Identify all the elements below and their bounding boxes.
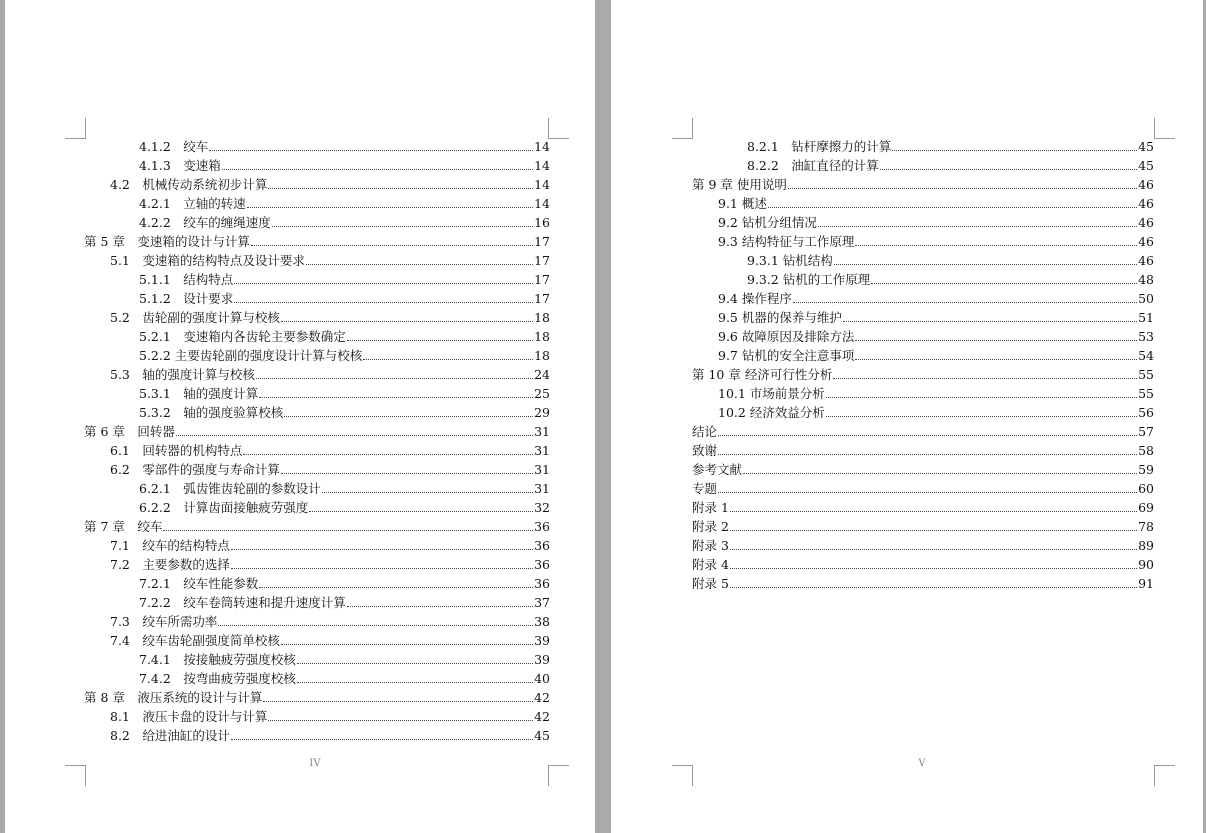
toc-entry-page: 32 xyxy=(534,500,550,515)
toc-entry-page: 31 xyxy=(534,424,550,439)
toc-entry-page: 16 xyxy=(534,215,550,230)
toc-entry-page: 45 xyxy=(1138,139,1154,154)
toc-entry-page: 36 xyxy=(534,576,550,591)
toc-dot-leader xyxy=(833,377,1137,379)
toc-dot-leader xyxy=(347,339,533,341)
toc-entry-title: 第 9 章 使用说明 xyxy=(692,177,787,192)
toc-entry-title: 7.2.2 绞车卷筒转速和提升速度计算 xyxy=(139,595,346,610)
toc-entry-title: 7.4 绞车齿轮副强度简单校核 xyxy=(110,633,280,648)
toc-entry-title: 附录 5 xyxy=(692,576,729,591)
toc-dot-leader xyxy=(281,320,533,322)
toc-entry-title: 7.3 绞车所需功率 xyxy=(110,614,218,629)
toc-dot-leader xyxy=(309,510,533,512)
toc-entry-page: 46 xyxy=(1138,253,1154,268)
toc-entry[interactable] xyxy=(84,175,550,194)
toc-dot-leader xyxy=(231,567,533,569)
toc-entry-title: 9.2 钻机分组情况 xyxy=(718,215,817,230)
toc-entry-title: 10.2 经济效益分析 xyxy=(718,405,825,420)
toc-entry[interactable] xyxy=(84,669,550,688)
toc-entry[interactable] xyxy=(84,479,550,498)
toc-entry[interactable] xyxy=(84,650,550,669)
toc-entry-title: 5.1.1 结构特点 xyxy=(139,272,234,287)
toc-entry-page: 46 xyxy=(1138,196,1154,211)
toc-entry[interactable] xyxy=(692,270,1154,289)
table-of-contents xyxy=(84,137,550,745)
toc-entry-page: 18 xyxy=(534,329,550,344)
toc-entry-title: 4.2 机械传动系统初步计算 xyxy=(110,177,268,192)
toc-entry-page: 50 xyxy=(1138,291,1154,306)
toc-entry-title: 9.4 操作程序 xyxy=(718,291,792,306)
toc-entry[interactable] xyxy=(84,498,550,517)
toc-entry[interactable] xyxy=(84,555,550,574)
toc-dot-leader xyxy=(263,700,533,702)
toc-dot-leader xyxy=(163,529,533,531)
toc-dot-leader xyxy=(322,491,533,493)
toc-entry-title: 7.4.2 按弯曲疲劳强度校核 xyxy=(139,671,296,686)
toc-dot-leader xyxy=(284,415,533,417)
toc-dot-leader xyxy=(730,586,1137,588)
toc-entry-page: 39 xyxy=(534,652,550,667)
toc-entry-title: 5.1.2 设计要求 xyxy=(139,291,234,306)
toc-entry-page: 14 xyxy=(534,177,550,192)
toc-dot-leader xyxy=(718,453,1137,455)
toc-entry-page: 42 xyxy=(534,709,550,724)
toc-entry[interactable] xyxy=(84,270,550,289)
toc-entry[interactable] xyxy=(692,175,1154,194)
toc-entry-title: 专题 xyxy=(692,481,718,496)
toc-dot-leader xyxy=(730,567,1137,569)
toc-entry-title: 第 7 章 绞车 xyxy=(84,519,163,534)
toc-entry-title: 7.4.1 按接触疲劳强度校核 xyxy=(139,652,296,667)
toc-entry-page: 55 xyxy=(1138,386,1154,401)
toc-entry[interactable] xyxy=(84,194,550,213)
toc-dot-leader xyxy=(730,548,1137,550)
toc-dot-leader xyxy=(855,358,1137,360)
toc-entry-page: 39 xyxy=(534,633,550,648)
toc-entry-page: 55 xyxy=(1138,367,1154,382)
toc-dot-leader xyxy=(871,282,1137,284)
toc-entry-page: 56 xyxy=(1138,405,1154,420)
toc-entry[interactable] xyxy=(692,403,1154,422)
toc-entry[interactable] xyxy=(692,498,1154,517)
toc-dot-leader xyxy=(855,339,1137,341)
toc-entry-title: 6.2.2 计算齿面接触疲劳强度 xyxy=(139,500,309,515)
toc-dot-leader xyxy=(272,225,533,227)
toc-entry[interactable] xyxy=(84,308,550,327)
toc-entry[interactable] xyxy=(692,441,1154,460)
toc-entry-title: 5.3.2 轴的强度验算校核 xyxy=(139,405,284,420)
toc-entry-page: 78 xyxy=(1138,519,1154,534)
toc-entry-page: 45 xyxy=(534,728,550,743)
toc-entry[interactable] xyxy=(692,289,1154,308)
toc-entry-title: 9.7 钻机的安全注意事项 xyxy=(718,348,855,363)
toc-entry-title: 参考文献 xyxy=(692,462,743,477)
toc-dot-leader xyxy=(788,187,1137,189)
toc-entry[interactable] xyxy=(692,365,1154,384)
crop-mark xyxy=(65,118,86,139)
toc-dot-leader xyxy=(826,415,1137,417)
toc-dot-leader xyxy=(880,168,1137,170)
toc-entry-page: 38 xyxy=(534,614,550,629)
toc-entry-title: 5.3 轴的强度计算与校核 xyxy=(110,367,255,382)
toc-entry[interactable] xyxy=(84,232,550,251)
toc-entry-page: 90 xyxy=(1138,557,1154,572)
toc-entry-page: 54 xyxy=(1138,348,1154,363)
toc-entry[interactable] xyxy=(84,707,550,726)
toc-entry-page: 18 xyxy=(534,348,550,363)
toc-entry-title: 6.2 零部件的强度与寿命计算 xyxy=(110,462,280,477)
toc-entry-page: 58 xyxy=(1138,443,1154,458)
toc-entry-title: 8.1 液压卡盘的设计与计算 xyxy=(110,709,268,724)
toc-entry-title: 6.1 回转器的机构特点 xyxy=(110,443,243,458)
toc-entry-page: 51 xyxy=(1138,310,1154,325)
toc-dot-leader xyxy=(743,472,1137,474)
toc-entry-page: 89 xyxy=(1138,538,1154,553)
crop-mark xyxy=(672,765,693,786)
toc-entry-page: 14 xyxy=(534,196,550,211)
toc-dot-leader xyxy=(218,624,533,626)
toc-dot-leader xyxy=(793,301,1137,303)
toc-dot-leader xyxy=(268,187,533,189)
toc-entry-title: 致谢 xyxy=(692,443,718,458)
toc-dot-leader xyxy=(222,168,533,170)
toc-entry[interactable] xyxy=(692,555,1154,574)
toc-entry[interactable] xyxy=(84,574,550,593)
toc-entry[interactable] xyxy=(84,422,550,441)
toc-entry-title: 第 8 章 液压系统的设计与计算 xyxy=(84,690,263,705)
toc-entry[interactable] xyxy=(692,384,1154,403)
toc-entry-page: 91 xyxy=(1138,576,1154,591)
toc-entry[interactable] xyxy=(692,479,1154,498)
crop-mark xyxy=(1154,765,1175,786)
toc-entry-title: 7.2 主要参数的选择 xyxy=(110,557,230,572)
toc-dot-leader xyxy=(256,377,533,379)
toc-entry-page: 69 xyxy=(1138,500,1154,515)
toc-entry-page: 14 xyxy=(534,158,550,173)
toc-entry-title: 8.2 给进油缸的设计 xyxy=(110,728,230,743)
toc-entry-page: 42 xyxy=(534,690,550,705)
toc-entry-page: 24 xyxy=(534,367,550,382)
toc-entry-page: 29 xyxy=(534,405,550,420)
toc-entry-title: 第 10 章 经济可行性分析 xyxy=(692,367,833,382)
toc-entry-title: 第 6 章 回转器 xyxy=(84,424,175,439)
toc-entry[interactable] xyxy=(692,213,1154,232)
toc-entry-page: 45 xyxy=(1138,158,1154,173)
crop-mark xyxy=(672,118,693,139)
toc-dot-leader xyxy=(834,263,1137,265)
toc-entry[interactable] xyxy=(84,137,550,156)
toc-entry-title: 附录 2 xyxy=(692,519,729,534)
toc-entry-page: 48 xyxy=(1138,272,1154,287)
toc-entry[interactable] xyxy=(84,213,550,232)
toc-dot-leader xyxy=(281,643,533,645)
table-of-contents xyxy=(692,137,1154,593)
toc-entry[interactable] xyxy=(692,232,1154,251)
toc-entry-title: 结论 xyxy=(692,424,718,439)
toc-entry-page: 17 xyxy=(534,234,550,249)
toc-entry[interactable] xyxy=(84,536,550,555)
toc-dot-leader xyxy=(718,491,1137,493)
toc-entry[interactable] xyxy=(84,631,550,650)
toc-entry[interactable] xyxy=(84,156,550,175)
toc-entry-page: 46 xyxy=(1138,234,1154,249)
toc-entry-title: 7.2.1 绞车性能参数 xyxy=(139,576,259,591)
toc-dot-leader xyxy=(234,282,533,284)
toc-entry-page: 59 xyxy=(1138,462,1154,477)
toc-entry[interactable] xyxy=(84,384,550,403)
crop-mark xyxy=(1154,118,1175,139)
toc-dot-leader xyxy=(281,472,533,474)
toc-entry[interactable] xyxy=(692,156,1154,175)
toc-entry-page: 31 xyxy=(534,462,550,477)
toc-entry[interactable] xyxy=(692,137,1154,156)
toc-entry[interactable] xyxy=(84,460,550,479)
toc-entry-page: 25 xyxy=(534,386,550,401)
toc-entry-title: 9.6 故障原因及排除方法 xyxy=(718,329,855,344)
page-number: IV xyxy=(309,758,321,769)
toc-entry-page: 17 xyxy=(534,291,550,306)
toc-entry-page: 36 xyxy=(534,538,550,553)
toc-dot-leader xyxy=(730,529,1137,531)
toc-entry-title: 附录 4 xyxy=(692,557,729,572)
document-page-right xyxy=(611,0,1203,833)
toc-entry-title: 6.2.1 弧齿锥齿轮副的参数设计 xyxy=(139,481,321,496)
toc-entry-title: 8.2.1 钻杆摩擦力的计算 xyxy=(747,139,892,154)
toc-entry[interactable] xyxy=(692,536,1154,555)
toc-dot-leader xyxy=(259,396,533,398)
toc-entry-title: 9.3 结构特征与工作原理 xyxy=(718,234,855,249)
toc-entry-page: 18 xyxy=(534,310,550,325)
toc-dot-leader xyxy=(730,510,1137,512)
toc-dot-leader xyxy=(259,586,533,588)
toc-dot-leader xyxy=(231,548,533,550)
toc-entry-title: 5.1 变速箱的结构特点及设计要求 xyxy=(110,253,305,268)
toc-entry-page: 14 xyxy=(534,139,550,154)
toc-entry-page: 17 xyxy=(534,272,550,287)
toc-entry-page: 57 xyxy=(1138,424,1154,439)
toc-entry-page: 17 xyxy=(534,253,550,268)
toc-entry-title: 9.1 概述 xyxy=(718,196,767,211)
toc-entry[interactable] xyxy=(84,327,550,346)
toc-dot-leader xyxy=(347,605,533,607)
toc-entry[interactable] xyxy=(84,612,550,631)
toc-dot-leader xyxy=(297,681,533,683)
toc-entry-page: 37 xyxy=(534,595,550,610)
toc-entry-title: 4.2.2 绞车的缠绳速度 xyxy=(139,215,271,230)
toc-entry-title: 5.2 齿轮副的强度计算与校核 xyxy=(110,310,280,325)
crop-mark xyxy=(65,765,86,786)
toc-entry[interactable] xyxy=(692,574,1154,593)
toc-entry[interactable] xyxy=(692,308,1154,327)
toc-dot-leader xyxy=(243,453,533,455)
toc-entry-page: 46 xyxy=(1138,215,1154,230)
toc-entry-title: 5.3.1 轴的强度计算 xyxy=(139,386,259,401)
toc-entry-page: 46 xyxy=(1138,177,1154,192)
toc-dot-leader xyxy=(231,738,533,740)
toc-entry-title: 附录 3 xyxy=(692,538,729,553)
toc-entry-page: 31 xyxy=(534,481,550,496)
toc-entry-page: 40 xyxy=(534,671,550,686)
toc-dot-leader xyxy=(251,244,533,246)
toc-dot-leader xyxy=(768,206,1137,208)
toc-dot-leader xyxy=(826,396,1137,398)
toc-entry[interactable] xyxy=(692,194,1154,213)
toc-entry-title: 7.1 绞车的结构特点 xyxy=(110,538,230,553)
toc-entry-title: 4.2.1 立轴的转速 xyxy=(139,196,246,211)
toc-entry[interactable] xyxy=(84,289,550,308)
toc-entry-title: 9.5 机器的保养与维护 xyxy=(718,310,842,325)
toc-dot-leader xyxy=(843,320,1137,322)
toc-entry[interactable] xyxy=(692,346,1154,365)
toc-entry[interactable] xyxy=(692,460,1154,479)
toc-entry[interactable] xyxy=(692,327,1154,346)
toc-dot-leader xyxy=(247,206,533,208)
toc-entry-title: 4.1.2 绞车 xyxy=(139,139,209,154)
toc-dot-leader xyxy=(892,149,1137,151)
toc-entry[interactable] xyxy=(84,517,550,536)
toc-dot-leader xyxy=(176,434,533,436)
toc-entry-page: 53 xyxy=(1138,329,1154,344)
toc-entry[interactable] xyxy=(84,251,550,270)
toc-entry[interactable] xyxy=(84,365,550,384)
toc-dot-leader xyxy=(297,662,533,664)
toc-entry-title: 8.2.2 油缸直径的计算 xyxy=(747,158,879,173)
page-number: V xyxy=(918,758,926,769)
toc-dot-leader xyxy=(209,149,533,151)
toc-entry-page: 36 xyxy=(534,519,550,534)
toc-entry[interactable] xyxy=(692,422,1154,441)
toc-entry-title: 5.2.1 变速箱内各齿轮主要参数确定 xyxy=(139,329,346,344)
toc-entry[interactable] xyxy=(692,517,1154,536)
crop-mark xyxy=(548,765,569,786)
toc-entry-title: 9.3.2 钻机的工作原理 xyxy=(747,272,871,287)
toc-entry-title: 附录 1 xyxy=(692,500,729,515)
toc-entry-page: 31 xyxy=(534,443,550,458)
toc-entry-title: 10.1 市场前景分析 xyxy=(718,386,825,401)
toc-entry-page: 36 xyxy=(534,557,550,572)
toc-entry[interactable] xyxy=(84,441,550,460)
toc-dot-leader xyxy=(855,244,1137,246)
toc-dot-leader xyxy=(234,301,533,303)
toc-entry[interactable] xyxy=(84,346,550,365)
toc-dot-leader xyxy=(306,263,533,265)
toc-dot-leader xyxy=(718,434,1137,436)
toc-entry[interactable] xyxy=(84,726,550,745)
toc-entry[interactable] xyxy=(692,251,1154,270)
toc-entry[interactable] xyxy=(84,688,550,707)
toc-entry-page: 60 xyxy=(1138,481,1154,496)
toc-entry-title: 9.3.1 钻机结构 xyxy=(747,253,833,268)
toc-entry[interactable] xyxy=(84,593,550,612)
toc-dot-leader xyxy=(268,719,533,721)
toc-entry-title: 4.1.3 变速箱 xyxy=(139,158,221,173)
toc-entry-title: 5.2.2 主要齿轮副的强度设计计算与校核 xyxy=(139,348,363,363)
toc-entry-title: 第 5 章 变速箱的设计与计算 xyxy=(84,234,250,249)
toc-dot-leader xyxy=(363,358,533,360)
document-page-left xyxy=(5,0,595,833)
crop-mark xyxy=(548,118,569,139)
toc-entry[interactable] xyxy=(84,403,550,422)
toc-dot-leader xyxy=(818,225,1137,227)
